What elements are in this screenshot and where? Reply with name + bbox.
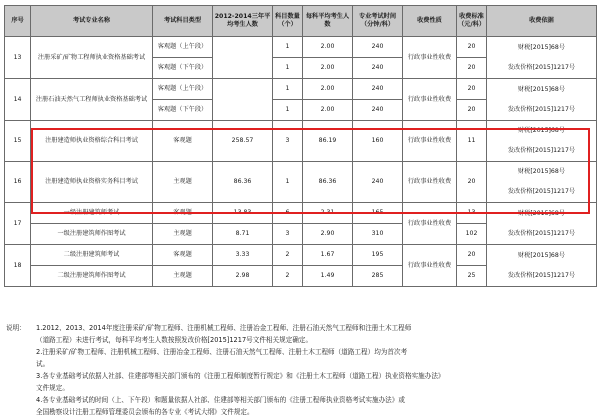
per-subject: 1.49	[303, 266, 353, 287]
per-subject: 1.67	[303, 245, 353, 266]
subject-count: 2	[273, 245, 303, 266]
row-num: 15	[5, 121, 31, 162]
row-num: 13	[5, 37, 31, 79]
note-text: 3.各专业基础考试依据人社部、住建部等相关部门颁布的《注册工程师制度暂行规定》和《注册土木工程师（道路工程）执业资格实施办法》	[36, 372, 445, 380]
table-row	[5, 245, 597, 266]
subject-count: 1	[273, 58, 303, 79]
basis-line: 财税[2015]68号	[517, 168, 565, 175]
exam-time: 285	[353, 266, 403, 287]
per-subject: 2.00	[303, 79, 353, 100]
exam-name: 一级注册建筑师考试	[31, 203, 153, 224]
per-subject: 2.00	[303, 58, 353, 79]
fee-standard: 20	[457, 245, 487, 266]
per-subject: 2.31	[303, 203, 353, 224]
fee-standard: 11	[457, 121, 487, 162]
row-num: 16	[5, 162, 31, 203]
exam-time: 240	[353, 58, 403, 79]
exam-time: 195	[353, 245, 403, 266]
header-name: 考试专业名称	[31, 6, 153, 37]
header-per: 每科平均考生人数	[303, 6, 353, 37]
fee-standard: 20	[457, 162, 487, 203]
per-subject: 2.90	[303, 224, 353, 245]
avg-candidates	[213, 79, 273, 121]
row-num: 14	[5, 79, 31, 121]
fee-standard: 20	[457, 37, 487, 58]
basis-line: 发改价格[2015]1217号	[507, 271, 576, 279]
subject-type: 客观题	[153, 245, 213, 266]
exam-name: 二级注册建筑师考试	[31, 245, 153, 266]
row-num: 17	[5, 203, 31, 245]
note-line	[6, 382, 594, 394]
fee-basis	[487, 37, 597, 79]
exam-name: 注册采矿/矿物工程师执业资格基础考试	[31, 37, 153, 79]
fee-basis	[487, 121, 597, 162]
exam-time: 240	[353, 79, 403, 100]
note-line	[6, 394, 594, 406]
basis-line: 财税[2015]68号	[517, 43, 565, 51]
table-row	[5, 79, 597, 100]
header-avg: 2012-2014三年平均考生人数	[213, 6, 273, 37]
avg-candidates: 258.57	[213, 121, 273, 162]
header-num: 序号	[5, 6, 31, 37]
note-text: 1.2012、2013、2014年度注册采矿/矿物工程师、注册机械工程师、注册冶金工程师、注册石油天然气工程师和注册土木工程师	[36, 324, 412, 332]
basis-line: 财税[2015]68号	[517, 209, 565, 217]
exam-time: 160	[353, 121, 403, 162]
basis-line: 财税[2015]68号	[517, 127, 565, 134]
exam-time: 240	[353, 37, 403, 58]
avg-candidates: 3.33	[213, 245, 273, 266]
exam-time: 240	[353, 162, 403, 203]
note-text: 文件规定。	[36, 384, 69, 392]
avg-candidates: 13.83	[213, 203, 273, 224]
table-row	[5, 37, 597, 58]
per-subject: 2.00	[303, 37, 353, 58]
fee-table	[4, 5, 597, 287]
notes-label: 说明：	[6, 324, 26, 332]
note-line	[6, 406, 594, 418]
subject-type: 客观题（上午段）	[153, 37, 213, 58]
avg-candidates	[213, 37, 273, 79]
subject-count: 1	[273, 100, 303, 121]
basis-line: 发改价格[2015]1217号	[507, 105, 576, 113]
subject-type: 主观题	[153, 266, 213, 287]
header-count: 科目数量（个）	[273, 6, 303, 37]
subject-type: 客观题（上午段）	[153, 79, 213, 100]
note-line	[6, 334, 594, 346]
note-text: 试。	[36, 360, 50, 368]
exam-time: 165	[353, 203, 403, 224]
notes-section	[6, 322, 594, 418]
fee-standard: 13	[457, 203, 487, 224]
subject-type: 客观题（下午段）	[153, 100, 213, 121]
subject-count: 3	[273, 224, 303, 245]
subject-count: 3	[273, 121, 303, 162]
header-type: 考试科目类型	[153, 6, 213, 37]
fee-standard: 25	[457, 266, 487, 287]
fee-nature: 行政事业性收费	[403, 79, 457, 121]
header-nature: 收费性质	[403, 6, 457, 37]
fee-basis	[487, 79, 597, 121]
header-basis: 收费依据	[487, 6, 597, 37]
table-row	[5, 203, 597, 224]
fee-standard: 20	[457, 100, 487, 121]
basis-line: 发改价格[2015]1217号	[507, 63, 576, 71]
avg-candidates: 2.98	[213, 266, 273, 287]
fee-basis	[487, 203, 597, 245]
note-text: 2.注册采矿/矿物工程师、注册机械工程师、注册冶金工程师、注册石油天然气工程师、注册土木工程师（道路工程）均为首次考	[36, 348, 408, 356]
basis-line: 发改价格[2015]1217号	[507, 229, 576, 237]
subject-count: 1	[273, 79, 303, 100]
note-text: （道路工程）未进行考试，每科平均考生人数按照发改价格[2015]1217号文件相关规定确定。	[36, 336, 313, 344]
subject-count: 1	[273, 162, 303, 203]
per-subject: 86.36	[303, 162, 353, 203]
subject-count: 1	[273, 37, 303, 58]
subject-type: 客观题（下午段）	[153, 58, 213, 79]
fee-nature: 行政事业性收费	[403, 162, 457, 203]
fee-nature: 行政事业性收费	[403, 203, 457, 245]
basis-line: 财税[2015]68号	[517, 85, 565, 93]
note-line	[6, 358, 594, 370]
exam-name: 二级注册建筑师作图考试	[31, 266, 153, 287]
note-line	[6, 322, 594, 334]
basis-line: 发改价格[2015]1217号	[507, 188, 576, 195]
fee-nature: 行政事业性收费	[403, 37, 457, 79]
subject-count: 2	[273, 266, 303, 287]
table-row	[5, 162, 597, 203]
table-header-row	[5, 6, 597, 37]
subject-type: 客观题	[153, 121, 213, 162]
basis-line: 财税[2015]68号	[517, 251, 565, 259]
subject-type: 主观题	[153, 162, 213, 203]
subject-type: 主观题	[153, 224, 213, 245]
exam-name: 注册建造师执业资格综合科目考试	[31, 121, 153, 162]
subject-count: 6	[273, 203, 303, 224]
basis-line: 发改价格[2015]1217号	[507, 147, 576, 154]
exam-time: 310	[353, 224, 403, 245]
note-line	[6, 346, 594, 358]
note-line	[6, 370, 594, 382]
fee-standard: 20	[457, 58, 487, 79]
fee-nature: 行政事业性收费	[403, 121, 457, 162]
exam-time: 240	[353, 100, 403, 121]
exam-name: 一级注册建筑师作图考试	[31, 224, 153, 245]
row-num: 18	[5, 245, 31, 287]
avg-candidates: 8.71	[213, 224, 273, 245]
exam-name: 注册建造师执业资格实务科目考试	[31, 162, 153, 203]
per-subject: 2.00	[303, 100, 353, 121]
avg-candidates: 86.36	[213, 162, 273, 203]
fee-standard: 102	[457, 224, 487, 245]
table-row	[5, 121, 597, 162]
fee-nature: 行政事业性收费	[403, 245, 457, 287]
note-text: 全国勘察设计注册工程师管理委员会颁布的各专业《考试大纲》文件规定。	[36, 408, 254, 416]
header-fee: 收费标准（元/科）	[457, 6, 487, 37]
fee-basis	[487, 162, 597, 203]
per-subject: 86.19	[303, 121, 353, 162]
note-text: 4.各专业基础考试的时间（上、下午段）和题量依据人社部、住建部等相关部门颁布的《注册工程师执业资格考试实施办法》或	[36, 396, 405, 404]
fee-standard: 20	[457, 79, 487, 100]
subject-type: 客观题	[153, 203, 213, 224]
fee-basis	[487, 245, 597, 287]
exam-name: 注册石油天然气工程师执业资格基础考试	[31, 79, 153, 121]
header-time: 专业考试时间（分钟/科）	[353, 6, 403, 37]
